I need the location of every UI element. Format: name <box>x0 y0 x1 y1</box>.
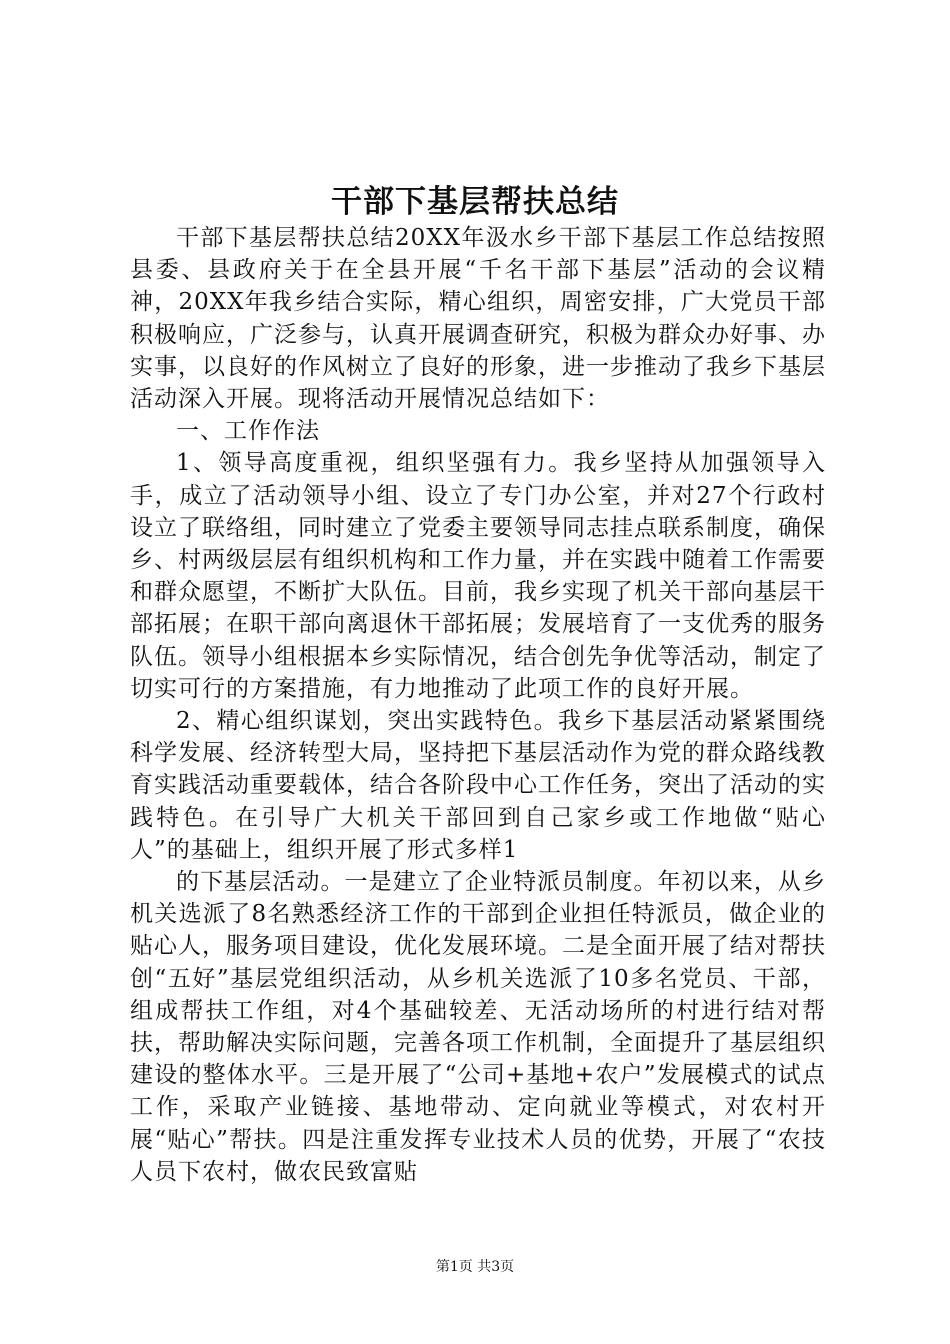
document-title: 干部下基层帮扶总结 <box>331 184 619 220</box>
paragraph-intro: 干部下基层帮扶总结20XX年汲水乡干部下基层工作总结按照县委、县政府关于在全县开展“千名干部下基层”活动的会议精神，20XX年我乡结合实际，精心组织，周密安排，广大党员干部积极响应，广泛参与，认真开展调查研究，积极为群众办好事、办实事，以良好的作风树立了良好的形象，进一步推动了我乡下基层活动深入开展。现将活动开展情况总结如下： <box>130 225 826 413</box>
paragraph-item-1: 1、领导高度重视，组织坚强有力。我乡坚持从加强领导入手，成立了活动领导小组、设立了专门办公室，并对27个行政村设立了联络组，同时建立了党委主要领导同志挂点联系制度，确保乡、村两级层层有组织机构和工作力量，并在实践中随着工作需要和群众愿望，不断扩大队伍。目前，我乡实现了机关干部向基层干部拓展；在职干部向离退休干部拓展；发展培育了一支优秀的服务队伍。领导小组根据本乡实际情况，结合创先争优等活动，制定了切实可行的方案措施，有力地推动了此项工作的良好开展。 <box>130 450 826 702</box>
page-footer: 第1页 共3页 <box>435 1259 515 1275</box>
document-body <box>130 222 826 1188</box>
paragraph-item-2: 2、精心组织谋划，突出实践特色。我乡下基层活动紧紧围绕科学发展、经济转型大局，坚持把下基层活动作为党的群众路线教育实践活动重要载体，结合各阶段中心工作任务，突出了活动的实践特色。在引导广大机关干部回到自己家乡或工作地做“贴心人”的基础上，组织开展了形式多样1 <box>130 708 826 863</box>
section-heading: 一、工作作法 <box>176 418 320 445</box>
paragraph-continued: 的下基层活动。一是建立了企业特派员制度。年初以来，从乡机关选派了8名熟悉经济工作的干部到企业担任特派员，做企业的贴心人，服务项目建设，优化发展环境。二是全面开展了结对帮扶创“五好”基层党组织活动，从乡机关选派了10多名党员、干部，组成帮扶工作组，对4个基础较差、无活动场所的村进行结对帮扶，帮助解决实际问题，完善各项工作机制，全面提升了基层组织建设的整体水平。三是开展了“公司+基地+农户”发展模式的试点工作，采取产业链接、基地带动、定向就业等模式，对农村开展“贴心”帮扶。四是注重发挥专业技术人员的优势，开展了“农技人员下农村，做农民致富贴 <box>130 869 826 1185</box>
